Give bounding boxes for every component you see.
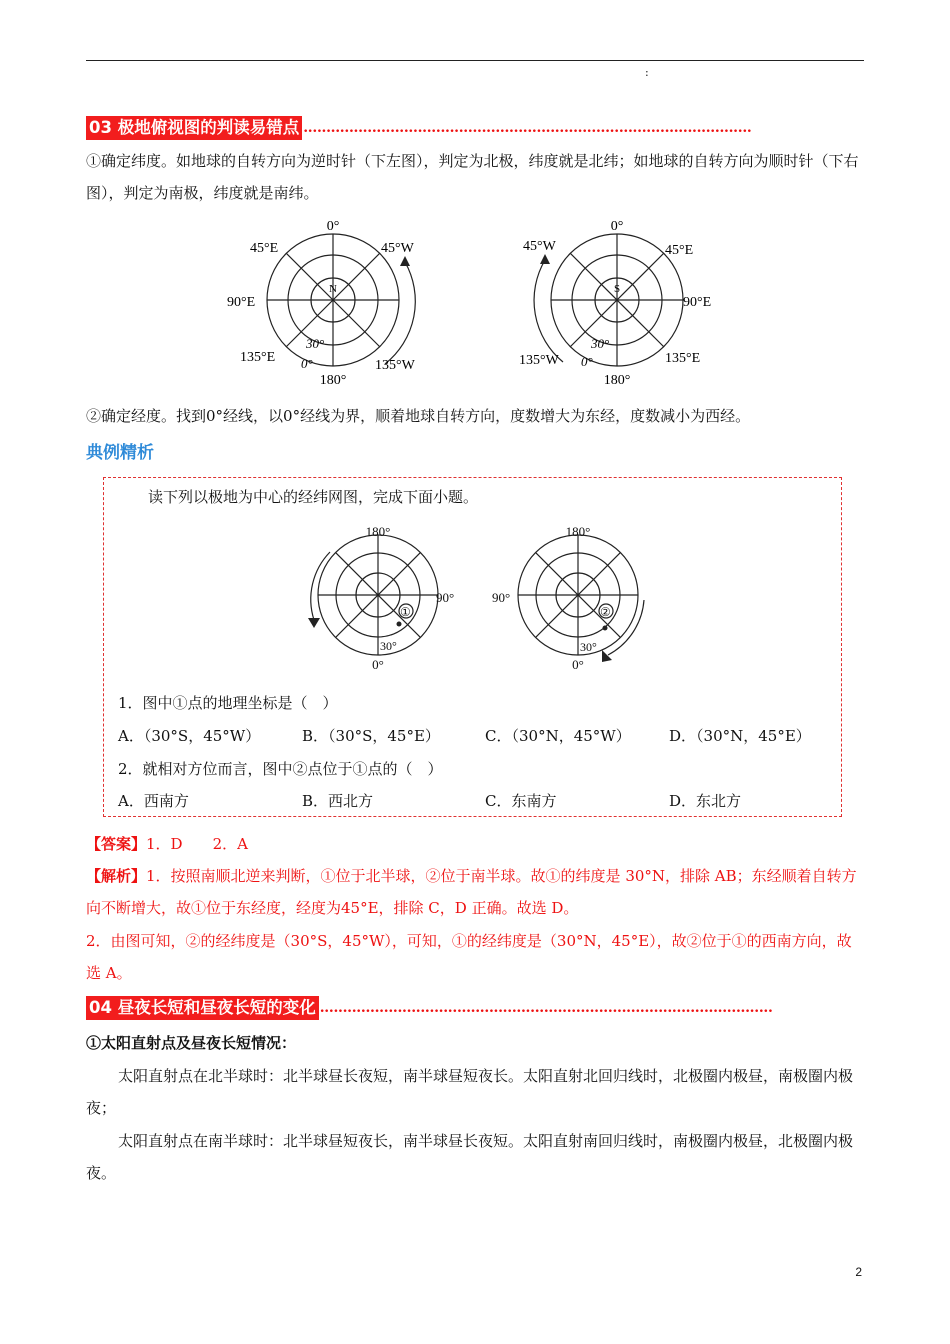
fig1-point: ① [400,605,411,619]
analysis-1 [86,860,866,924]
example-intro: 读下列以极地为中心的经纬网图，完成下面小题。 [148,488,479,506]
south-bottom: 180° [603,373,631,388]
north-lat: 30° [306,336,325,351]
q2-option-d: D．东北方 [669,792,742,810]
question-1: 1．图中①点的地理坐标是（ ） [118,694,338,712]
analysis-label: 【解析】 [86,867,147,885]
fig2-bottom: 0° [572,657,584,672]
section-03-para1: ①确定纬度。如地球的自转方向为逆时针（下左图），判定为北极，纬度就是北纬；如地球的自转方向为顺时针（下右图），判定为南极，纬度就是南纬。 [86,152,859,202]
north-tr: 45°W [381,241,414,256]
answer-text: 1．D 2．A [146,835,248,853]
south-bl: 135°W [519,353,559,368]
north-center: N [329,283,337,295]
section-03-title [86,116,751,140]
answer-label: 【答案】 [86,835,147,853]
fig1-bottom: 0° [372,657,384,672]
page-number: 2 [855,1265,862,1279]
south-br: 135°E [665,351,701,366]
fig2-lat: 30° [580,640,597,654]
north-br: 135°W [375,358,415,373]
header-rule [86,60,864,61]
south-tr: 45°E [665,243,694,258]
north-zero: 0° [301,356,313,371]
example-heading: 典例精析 [86,443,154,463]
north-bottom: 180° [319,373,347,388]
fig1-right: 90° [436,590,455,605]
section-03-label: 03 极地俯视图的判读易错点 [86,116,302,140]
south-pole-diagram [505,212,735,392]
south-top: 0° [610,219,624,234]
fig2-point: ② [600,605,611,619]
fig1-top: 180° [365,524,391,539]
section-03-para2: ②确定经度。找到0°经线，以0°经线为界，顺着地球自转方向，度数增大为东经，度数减小为西经。 [86,407,751,425]
south-zero: 0° [581,354,593,369]
south-tl: 45°W [523,239,556,254]
south-lat: 30° [591,336,610,351]
north-left: 90°E [227,295,256,310]
q2-option-c: C．东南方 [485,792,557,810]
analysis-text-1: 1．按照南顺北逆来判断，①位于北半球，②位于南半球。故①的纬度是 30°N，排除 AB；东经顺着自转方向不断增大，故①位于东经度，经度为45°E，排除 C，D 正确。故选 D。 [86,867,857,917]
section-04-para1: 太阳直射点在北半球时：北半球昼长夜短，南半球昼短夜长。太阳直射北回归线时，北极圈内极昼，南极圈内极夜； [86,1067,854,1117]
q1-option-c: C．（30°N，45°W） [485,727,631,745]
south-center: S [613,283,621,295]
example-figure-1 [300,520,470,675]
south-right: 90°E [683,295,712,310]
section-04-dots: ................................................................................................... [319,1000,773,1016]
analysis-2: 2．由图可知，②的经纬度是（30°S，45°W），可知，①的经纬度是（30°N，45°E），故②位于①的西南方向，故选 A。 [86,932,852,982]
header-mark: : [645,66,649,79]
north-pole-diagram [215,212,445,392]
section-04-subtitle: ①太阳直射点及昼夜长短情况： [86,1034,297,1052]
q1-option-b: B．（30°S，45°E） [302,727,440,745]
fig2-left: 90° [492,590,511,605]
section-04-para2: 太阳直射点在南半球时：北半球昼短夜长，南半球昼长夜短。太阳直射南回归线时，南极圈内极昼，北极圈内极夜。 [86,1132,854,1182]
question-2: 2．就相对方位而言，图中②点位于①点的（ ） [118,760,443,778]
north-bl: 135°E [240,350,276,365]
q2-option-b: B．西北方 [302,792,374,810]
north-top: 0° [326,219,340,234]
fig1-lat: 30° [380,639,397,653]
section-04-label: 04 昼夜长短和昼夜长短的变化 [86,996,319,1020]
answer-line [86,828,866,860]
north-tl: 45°E [250,241,279,256]
q1-option-a: A．（30°S，45°W） [118,727,261,745]
fig2-top: 180° [565,524,591,539]
q1-option-d: D．（30°N，45°E） [669,727,811,745]
section-03-dots: .................................................................................................. [303,120,752,136]
q2-option-a: A．西南方 [118,792,189,810]
section-04-title [86,996,773,1020]
example-figure-2 [488,520,663,675]
